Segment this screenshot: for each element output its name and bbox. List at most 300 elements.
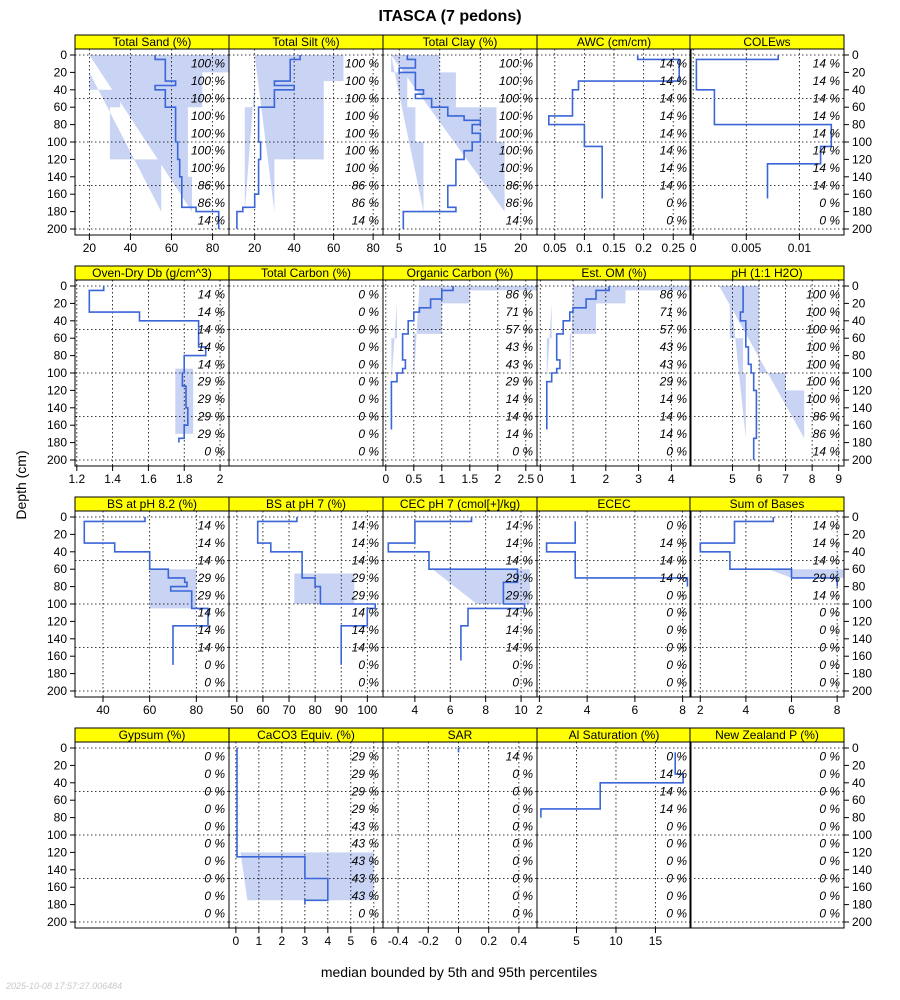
coverage-label: 100 % — [498, 108, 533, 123]
x-tick-label: 4 — [742, 703, 750, 717]
depth-tick-label: 120 — [852, 383, 873, 398]
depth-tick-label: 160 — [46, 649, 67, 664]
coverage-label: 0 % — [819, 836, 840, 851]
coverage-label: 14 % — [659, 536, 687, 551]
depth-tick-label: 100 — [46, 366, 67, 380]
coverage-label: 86 % — [505, 178, 533, 193]
median-line — [89, 286, 205, 443]
coverage-label: 29 % — [659, 374, 687, 389]
depth-tick-label: 120 — [852, 152, 873, 167]
depth-tick-label: 80 — [53, 810, 67, 825]
depth-tick-label: 20 — [53, 527, 67, 542]
x-tick-label: 0.05 — [543, 241, 567, 255]
panel-strip-label: Gypsum (%) — [118, 728, 186, 742]
depth-tick-label: 200 — [852, 915, 873, 929]
panel-strip-label: Oven-Dry Db (g/cm^3) — [92, 266, 212, 280]
panel-9 — [690, 266, 872, 486]
coverage-label: 0 % — [819, 623, 840, 638]
depth-tick-label: 0 — [60, 279, 67, 293]
x-tick-label: 40 — [123, 241, 138, 255]
depth-tick-label: 120 — [46, 614, 67, 629]
depth-tick-label: 160 — [852, 418, 873, 433]
x-tick-label: 0.4 — [510, 934, 528, 948]
panel-19 — [690, 728, 872, 929]
panel-15 — [47, 728, 229, 929]
x-tick-label: 6 — [631, 703, 639, 717]
coverage-label: 0 % — [204, 836, 225, 851]
depth-tick-label: 200 — [852, 453, 873, 467]
coverage-label: 29 % — [351, 767, 379, 782]
coverage-label: 0 % — [358, 287, 379, 302]
depth-tick-label: 40 — [852, 313, 866, 328]
coverage-label: 14 % — [659, 161, 687, 176]
x-axis-title: median bounded by 5th and 95th percentiles — [320, 964, 598, 980]
coverage-label: 14 % — [197, 305, 225, 320]
percentile-band — [547, 303, 552, 381]
coverage-label: 29 % — [197, 409, 225, 424]
coverage-label: 14 % — [659, 91, 687, 106]
coverage-label: 14 % — [197, 287, 225, 302]
x-tick-label: 80 — [189, 703, 204, 717]
coverage-label: 0 % — [204, 767, 225, 782]
coverage-label: 100 % — [190, 74, 225, 89]
coverage-label: 43 % — [351, 871, 379, 886]
coverage-label: 0 % — [819, 605, 840, 620]
x-tick-label: 8 — [482, 703, 490, 717]
depth-tick-label: 60 — [53, 331, 67, 346]
coverage-label: 0 % — [204, 888, 225, 903]
coverage-label: 0 % — [358, 392, 379, 407]
depth-tick-label: 0 — [852, 48, 859, 62]
x-tick-label: 1.2 — [68, 472, 86, 486]
x-tick-label: 0 — [455, 934, 462, 948]
x-tick-label: 4 — [667, 472, 675, 486]
panel-4 — [690, 35, 873, 255]
coverage-label: 100 % — [190, 56, 225, 71]
coverage-label: 0 % — [358, 322, 379, 337]
coverage-label: 0 % — [819, 854, 840, 869]
panel-3 — [537, 35, 691, 255]
coverage-label: 71 % — [505, 305, 533, 320]
coverage-label: 0 % — [666, 819, 687, 834]
coverage-label: 14 % — [505, 605, 533, 620]
coverage-label: 100 % — [805, 392, 840, 407]
depth-tick-label: 160 — [852, 880, 873, 895]
coverage-label: 0 % — [819, 784, 840, 799]
depth-tick-label: 180 — [46, 666, 67, 681]
x-tick-label: 5 — [347, 934, 355, 948]
coverage-label: 14 % — [812, 126, 840, 141]
x-tick-label: 1 — [255, 934, 263, 948]
coverage-label: 71 % — [659, 305, 687, 320]
coverage-label: 0 % — [819, 675, 840, 690]
coverage-label: 29 % — [351, 588, 379, 603]
coverage-label: 0 % — [204, 801, 225, 816]
x-tick-label: 1 — [569, 472, 577, 486]
coverage-label: 0 % — [204, 819, 225, 834]
panel-7 — [382, 266, 537, 486]
coverage-label: 0 % — [358, 409, 379, 424]
x-tick-label: 1 — [438, 472, 446, 486]
coverage-label: 14 % — [505, 623, 533, 638]
x-tick-label: 0.5 — [405, 472, 423, 486]
panel-strip-label: Total Sand (%) — [112, 35, 192, 49]
coverage-label: 0 % — [358, 357, 379, 372]
depth-tick-label: 20 — [53, 65, 67, 80]
x-tick-label: 20 — [514, 241, 528, 255]
x-tick-label: 4 — [324, 934, 332, 948]
coverage-label: 0 % — [819, 767, 840, 782]
panel-strip-label: CEC pH 7 (cmol[+]/kg) — [399, 497, 521, 511]
depth-tick-label: 40 — [53, 544, 67, 559]
depth-tick-label: 100 — [852, 828, 873, 842]
depth-tick-label: 40 — [852, 544, 866, 559]
x-tick-label: 0 — [232, 934, 240, 948]
coverage-label: 14 % — [659, 178, 687, 193]
depth-tick-label: 80 — [852, 117, 866, 132]
coverage-label: 14 % — [505, 409, 533, 424]
depth-tick-label: 160 — [852, 187, 873, 202]
depth-tick-label: 200 — [46, 684, 67, 698]
x-tick-label: 6 — [370, 934, 378, 948]
coverage-label: 0 % — [358, 339, 379, 354]
coverage-label: 0 % — [512, 854, 533, 869]
depth-tick-label: 60 — [53, 793, 67, 808]
coverage-label: 0 % — [358, 444, 379, 459]
depth-tick-label: 60 — [852, 100, 866, 115]
panel-strip-label: SAR — [447, 728, 473, 742]
x-tick-label: 3 — [301, 934, 309, 948]
coverage-label: 14 % — [659, 553, 687, 568]
panel-strip-label: New Zealand P (%) — [715, 728, 819, 742]
coverage-label: 100 % — [190, 161, 225, 176]
coverage-label: 14 % — [659, 392, 687, 407]
depth-tick-label: 100 — [46, 597, 67, 611]
coverage-label: 29 % — [197, 426, 225, 441]
x-tick-label: 2 — [696, 703, 704, 717]
depth-tick-label: 100 — [852, 135, 873, 149]
x-tick-label: 0.01 — [787, 241, 812, 255]
x-tick-label: 0.2 — [480, 934, 498, 948]
coverage-label: 14 % — [812, 56, 840, 71]
panel-11 — [229, 497, 383, 717]
coverage-label: 14 % — [351, 553, 379, 568]
coverage-label: 0 % — [512, 906, 533, 921]
coverage-label: 100 % — [498, 143, 533, 158]
coverage-label: 14 % — [659, 108, 687, 123]
depth-tick-label: 140 — [46, 862, 67, 877]
coverage-label: 29 % — [505, 374, 533, 389]
coverage-label: 14 % — [812, 518, 840, 533]
panel-strip-label: Sum of Bases — [729, 497, 805, 511]
x-tick-label: 20 — [247, 241, 262, 255]
depth-tick-label: 120 — [852, 614, 873, 629]
coverage-label: 14 % — [505, 392, 533, 407]
coverage-label: 14 % — [659, 570, 687, 585]
coverage-label: 0 % — [666, 906, 687, 921]
coverage-label: 100 % — [344, 126, 379, 141]
depth-tick-label: 200 — [46, 453, 67, 467]
coverage-label: 0 % — [512, 784, 533, 799]
depth-tick-label: 40 — [852, 775, 866, 790]
coverage-label: 86 % — [659, 287, 687, 302]
coverage-label: 100 % — [805, 287, 840, 302]
panel-0 — [47, 35, 229, 255]
timestamp: 2025-10-08 17:57:27.006484 — [6, 981, 123, 991]
coverage-label: 0 % — [819, 819, 840, 834]
coverage-label: 100 % — [344, 161, 379, 176]
coverage-label: 0 % — [666, 605, 687, 620]
depth-tick-label: 80 — [852, 810, 866, 825]
coverage-label: 0 % — [204, 784, 225, 799]
coverage-label: 0 % — [358, 426, 379, 441]
coverage-label: 100 % — [805, 305, 840, 320]
coverage-label: 57 % — [659, 322, 687, 337]
coverage-label: 0 % — [204, 444, 225, 459]
panel-18 — [537, 728, 691, 948]
coverage-label: 29 % — [351, 801, 379, 816]
coverage-label: 100 % — [498, 56, 533, 71]
depth-tick-label: 120 — [46, 383, 67, 398]
coverage-label: 100 % — [190, 126, 225, 141]
coverage-label: 14 % — [505, 640, 533, 655]
coverage-label: 0 % — [819, 888, 840, 903]
panel-8 — [537, 266, 691, 486]
depth-tick-label: 80 — [53, 348, 67, 363]
coverage-label: 14 % — [197, 518, 225, 533]
coverage-label: 0 % — [666, 871, 687, 886]
coverage-label: 0 % — [819, 871, 840, 886]
coverage-label: 43 % — [351, 854, 379, 869]
depth-tick-label: 200 — [46, 915, 67, 929]
coverage-label: 100 % — [190, 143, 225, 158]
x-tick-label: -0.4 — [387, 934, 409, 948]
coverage-label: 29 % — [197, 374, 225, 389]
coverage-label: 29 % — [505, 570, 533, 585]
coverage-label: 0 % — [204, 749, 225, 764]
depth-tick-label: 100 — [46, 828, 67, 842]
x-tick-label: 60 — [164, 241, 179, 255]
coverage-label: 100 % — [805, 374, 840, 389]
x-tick-label: 50 — [230, 703, 244, 717]
coverage-label: 100 % — [344, 108, 379, 123]
depth-tick-label: 20 — [852, 758, 866, 773]
coverage-label: 0 % — [666, 213, 687, 228]
depth-tick-label: 180 — [852, 666, 873, 681]
x-tick-label: 8 — [833, 703, 841, 717]
coverage-label: 14 % — [351, 213, 379, 228]
x-tick-label: 40 — [287, 241, 301, 255]
depth-tick-label: 180 — [46, 204, 67, 219]
coverage-label: 0 % — [512, 836, 533, 851]
panels-layer — [47, 35, 872, 948]
panel-1 — [229, 35, 383, 255]
coverage-label: 14 % — [351, 605, 379, 620]
panel-5 — [47, 266, 229, 486]
coverage-label: 29 % — [505, 588, 533, 603]
x-tick-label: 8 — [808, 472, 816, 486]
coverage-label: 14 % — [812, 74, 840, 89]
x-tick-label: 8 — [679, 703, 686, 717]
depth-tick-label: 180 — [46, 897, 67, 912]
x-tick-label: 40 — [96, 703, 110, 717]
coverage-label: 43 % — [351, 819, 379, 834]
depth-tick-label: 140 — [852, 169, 873, 184]
depth-tick-label: 40 — [53, 82, 67, 97]
percentile-band — [150, 569, 197, 608]
coverage-label: 14 % — [659, 126, 687, 141]
coverage-label: 14 % — [812, 588, 840, 603]
depth-tick-label: 140 — [46, 169, 67, 184]
coverage-label: 100 % — [805, 322, 840, 337]
coverage-label: 100 % — [344, 91, 379, 106]
depth-tick-label: 200 — [46, 222, 67, 236]
depth-tick-label: 0 — [852, 510, 859, 524]
percentile-band — [255, 55, 344, 212]
panel-17 — [383, 728, 537, 948]
depth-tick-label: 200 — [852, 684, 873, 698]
depth-tick-label: 20 — [852, 296, 866, 311]
x-tick-label: 10 — [609, 934, 623, 948]
coverage-label: 29 % — [197, 570, 225, 585]
x-tick-label: 0.25 — [661, 241, 685, 255]
panel-strip-label: COLEws — [743, 35, 791, 49]
coverage-label: 0 % — [666, 588, 687, 603]
x-tick-label: 80 — [308, 703, 322, 717]
coverage-label: 100 % — [805, 339, 840, 354]
coverage-label: 0 % — [204, 657, 225, 672]
coverage-label: 14 % — [812, 91, 840, 106]
depth-tick-label: 200 — [852, 222, 873, 236]
coverage-label: 86 % — [351, 195, 379, 210]
coverage-label: 100 % — [498, 126, 533, 141]
x-tick-label: 90 — [334, 703, 348, 717]
coverage-label: 14 % — [505, 553, 533, 568]
coverage-label: 0 % — [358, 305, 379, 320]
x-tick-label: 0 — [536, 472, 544, 486]
coverage-label: 0 % — [512, 767, 533, 782]
coverage-label: 0 % — [666, 518, 687, 533]
depth-tick-label: 100 — [46, 135, 67, 149]
coverage-label: 14 % — [812, 143, 840, 158]
depth-tick-label: 140 — [46, 631, 67, 646]
coverage-label: 43 % — [505, 357, 533, 372]
depth-tick-label: 60 — [53, 562, 67, 577]
coverage-label: 14 % — [197, 213, 225, 228]
depth-tick-label: 60 — [852, 331, 866, 346]
coverage-label: 14 % — [812, 108, 840, 123]
coverage-label: 14 % — [351, 518, 379, 533]
coverage-label: 14 % — [659, 409, 687, 424]
coverage-label: 14 % — [197, 536, 225, 551]
coverage-label: 100 % — [344, 74, 379, 89]
depth-tick-label: 60 — [852, 562, 866, 577]
depth-tick-label: 0 — [60, 741, 67, 755]
coverage-label: 14 % — [351, 640, 379, 655]
coverage-label: 86 % — [812, 426, 840, 441]
median-line — [388, 517, 524, 661]
x-tick-label: 5 — [729, 472, 736, 486]
coverage-label: 14 % — [197, 357, 225, 372]
x-tick-label: 6 — [446, 703, 454, 717]
coverage-label: 43 % — [659, 339, 687, 354]
x-tick-label: 1.4 — [104, 472, 121, 486]
coverage-label: 0 % — [666, 675, 687, 690]
coverage-label: 0 % — [819, 195, 840, 210]
x-tick-label: 5 — [395, 241, 403, 255]
coverage-label: 14 % — [505, 213, 533, 228]
depth-tick-label: 160 — [46, 187, 67, 202]
coverage-label: 14 % — [505, 518, 533, 533]
depth-tick-label: 140 — [46, 400, 67, 415]
x-tick-label: 7 — [782, 472, 789, 486]
x-tick-label: 0 — [382, 472, 390, 486]
x-tick-label: 10 — [514, 703, 528, 717]
x-tick-label: 0.15 — [602, 241, 626, 255]
coverage-label: 86 % — [505, 287, 533, 302]
median-line — [696, 55, 831, 199]
coverage-label: 100 % — [498, 161, 533, 176]
x-tick-label: 2 — [494, 472, 502, 486]
x-tick-label: 0.005 — [731, 241, 762, 255]
depth-tick-label: 40 — [53, 775, 67, 790]
coverage-label: 0 % — [512, 819, 533, 834]
panel-strip-label: Total Clay (%) — [422, 35, 498, 49]
depth-tick-label: 40 — [852, 82, 866, 97]
x-tick-label: 3 — [635, 472, 642, 486]
median-line — [547, 286, 609, 430]
x-tick-label: 80 — [205, 241, 220, 255]
x-tick-label: 4 — [411, 703, 419, 717]
depth-tick-label: 80 — [852, 579, 866, 594]
coverage-label: 14 % — [197, 339, 225, 354]
coverage-label: 57 % — [505, 322, 533, 337]
coverage-label: 100 % — [190, 91, 225, 106]
x-tick-label: 20 — [82, 241, 97, 255]
percentile-band — [391, 303, 397, 381]
panel-strip-label: Est. OM (%) — [581, 266, 647, 280]
x-tick-label: 1.6 — [140, 472, 157, 486]
coverage-label: 43 % — [351, 888, 379, 903]
coverage-label: 43 % — [659, 357, 687, 372]
depth-tick-label: 0 — [60, 48, 67, 62]
coverage-label: 0 % — [512, 871, 533, 886]
depth-tick-label: 140 — [852, 400, 873, 415]
coverage-label: 29 % — [197, 392, 225, 407]
depth-tick-label: 80 — [53, 117, 67, 132]
x-tick-label: 6 — [755, 472, 763, 486]
coverage-label: 29 % — [351, 784, 379, 799]
panel-16 — [229, 728, 383, 948]
coverage-label: 0 % — [512, 888, 533, 903]
x-tick-label: 60 — [326, 241, 341, 255]
coverage-label: 43 % — [505, 339, 533, 354]
coverage-label: 14 % — [659, 801, 687, 816]
coverage-label: 14 % — [659, 56, 687, 71]
percentile-band — [245, 81, 255, 212]
coverage-label: 0 % — [358, 906, 379, 921]
x-tick-label: 0.1 — [576, 241, 593, 255]
panel-strip-label: Organic Carbon (%) — [406, 266, 514, 280]
depth-tick-label: 160 — [46, 418, 67, 433]
coverage-label: 0 % — [512, 675, 533, 690]
x-tick-label: 5 — [573, 934, 580, 948]
coverage-label: 100 % — [344, 56, 379, 71]
depth-tick-label: 140 — [852, 631, 873, 646]
coverage-label: 0 % — [666, 640, 687, 655]
coverage-label: 0 % — [358, 675, 379, 690]
depth-tick-label: 100 — [852, 366, 873, 380]
